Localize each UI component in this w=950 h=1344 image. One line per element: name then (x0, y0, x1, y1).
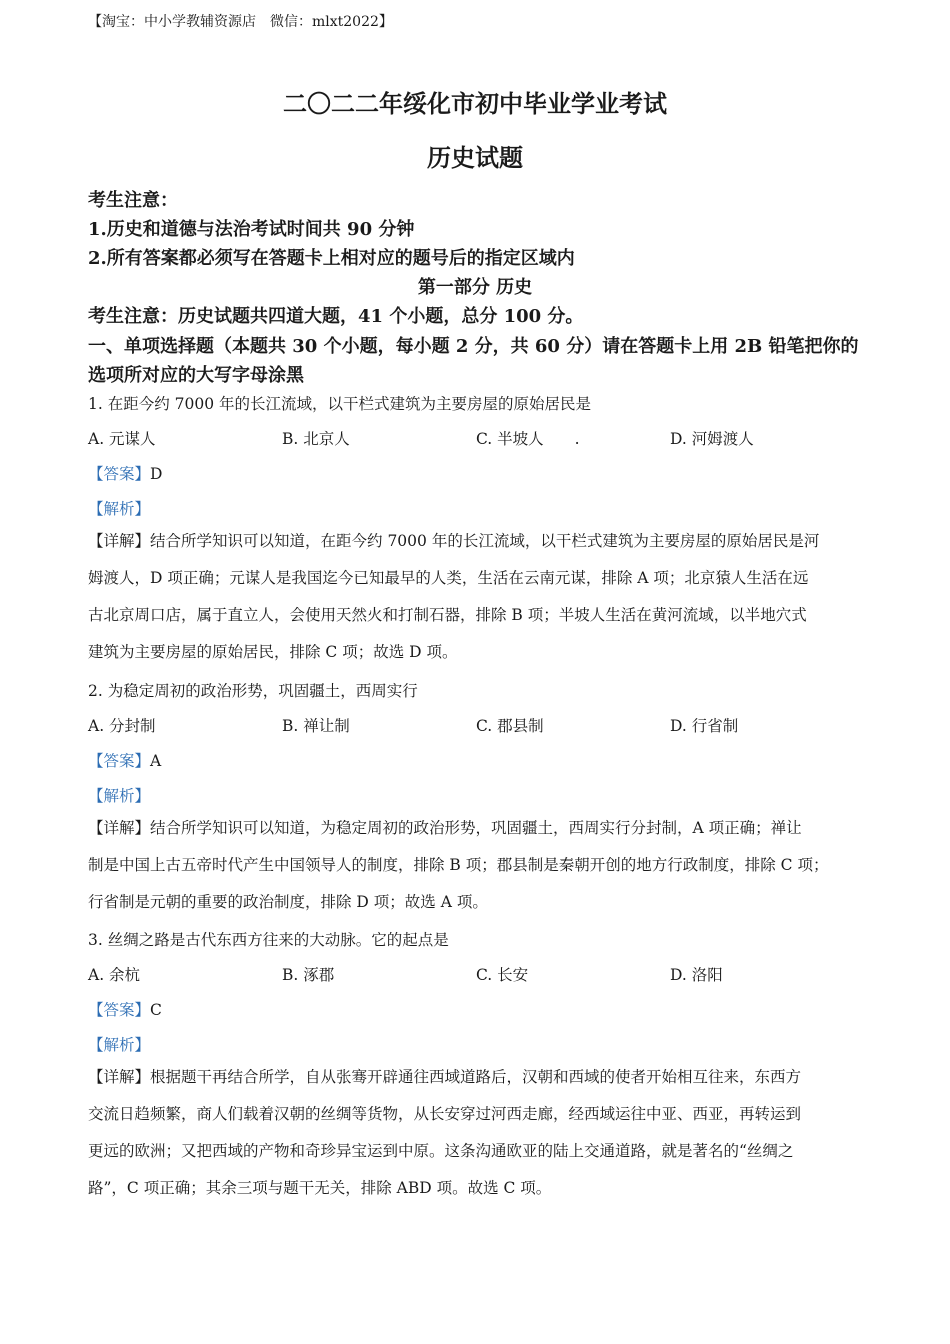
notice-item: 1.历史和道德与法治考试时间共 90 分钟 (88, 219, 415, 240)
detail-line: 制是中国上古五帝时代产生中国领导人的制度，排除 B 项；郡县制是秦朝开创的地方行政制度，排除 C 项； (88, 856, 829, 874)
part-title: 第一部分 历史 (417, 277, 533, 298)
page-title: 二〇二二年绥化市初中毕业学业考试 (283, 89, 667, 118)
detail-line: 古北京周口店，属于直立人，会使用天然火和打制石器，排除 B 项；半坡人生活在黄河流域，以半地穴式 (88, 606, 807, 624)
question-stem: 1. 在距今约 7000 年的长江流域，以干栏式建筑为主要房屋的原始居民是 (88, 395, 592, 413)
detail-paragraph (88, 810, 868, 921)
section-title-line: 一、单项选择题（本题共 30 个小题，每小题 2 分，共 60 分）请在答题卡上用 2B 铅笔把你的 (88, 336, 859, 357)
analysis-label: 【解析】 (88, 500, 151, 518)
answer-row (88, 749, 161, 771)
answer-label: 【答案】 (88, 465, 151, 483)
notice-heading: 考生注意： (88, 190, 178, 211)
question-stem: 2. 为稳定周初的政治形势，巩固疆土，西周实行 (88, 682, 418, 700)
answer-row (88, 462, 162, 484)
answer-label: 【答案】 (88, 1001, 151, 1019)
detail-line: 姆渡人，D 项正确；元谋人是我国迄今已知最早的人类，生活在云南元谋，排除 A 项；北京猿人生活在远 (88, 569, 809, 587)
detail-line: 【详解】结合所学知识可以知道，为稳定周初的政治形势，巩固疆土，西周实行分封制，A 项正确；禅让 (88, 819, 802, 837)
header-note: 【淘宝：中小学教辅资源店 微信：mlxt2022】 (88, 14, 393, 30)
detail-paragraph (88, 1059, 868, 1207)
detail-line: 行省制是元朝的重要的政治制度，排除 D 项；故选 A 项。 (88, 893, 488, 911)
answer-label: 【答案】 (88, 752, 151, 770)
part-notice: 考生注意：历史试题共四道大题，41 个小题，总分 100 分。 (88, 306, 584, 327)
detail-label: 【详解】 (88, 819, 151, 837)
detail-line: 交流日趋频繁，商人们载着汉朝的丝绸等货物，从长安穿过河西走廊，经西域运往中亚、西亚，再转运到 (88, 1105, 802, 1123)
page-subtitle: 历史试题 (427, 143, 523, 172)
detail-line: 更远的欧洲；又把西域的产物和奇珍异宝运到中原。这条沟通欧亚的陆上交通道路，就是著名的“丝绸之 (88, 1142, 794, 1160)
question-option: C. 郡县制 (476, 717, 544, 735)
detail-line: 建筑为主要房屋的原始居民，排除 C 项；故选 D 项。 (88, 643, 458, 661)
question-option: D. 洛阳 (670, 966, 723, 984)
question-option: C. 半坡人 . (476, 430, 580, 448)
section-title-line: 选项所对应的大写字母涂黑 (88, 365, 304, 386)
detail-line: 【详解】结合所学知识可以知道，在距今约 7000 年的长江流域，以干栏式建筑为主要房屋的原始居民是河 (88, 532, 820, 550)
question-option: D. 行省制 (670, 717, 739, 735)
notice-item: 2.所有答案都必须写在答题卡上相对应的题号后的指定区域内 (88, 248, 575, 269)
question-option: D. 河姆渡人 (670, 430, 754, 448)
answer-value: D (150, 465, 163, 483)
analysis-label: 【解析】 (88, 1036, 151, 1054)
detail-line: 路”，C 项正确；其余三项与题干无关，排除 ABD 项。故选 C 项。 (88, 1179, 552, 1197)
detail-line: 【详解】根据题干再结合所学，自从张骞开辟通往西域道路后，汉朝和西域的使者开始相互往来，东西方 (88, 1068, 802, 1086)
question-option: B. 北京人 (282, 430, 350, 448)
question-option: A. 元谋人 (88, 430, 156, 448)
detail-paragraph (88, 523, 868, 671)
question-option: B. 禅让制 (282, 717, 350, 735)
answer-row (88, 998, 162, 1020)
question-option: B. 涿郡 (282, 966, 335, 984)
question-option: A. 余杭 (88, 966, 141, 984)
detail-label: 【详解】 (88, 532, 151, 550)
question-option: A. 分封制 (88, 717, 156, 735)
answer-value: A (150, 752, 162, 770)
answer-value: C (150, 1001, 162, 1019)
question-stem: 3. 丝绸之路是古代东西方往来的大动脉。它的起点是 (88, 931, 449, 949)
detail-label: 【详解】 (88, 1068, 151, 1086)
analysis-label: 【解析】 (88, 787, 151, 805)
question-option: C. 长安 (476, 966, 529, 984)
